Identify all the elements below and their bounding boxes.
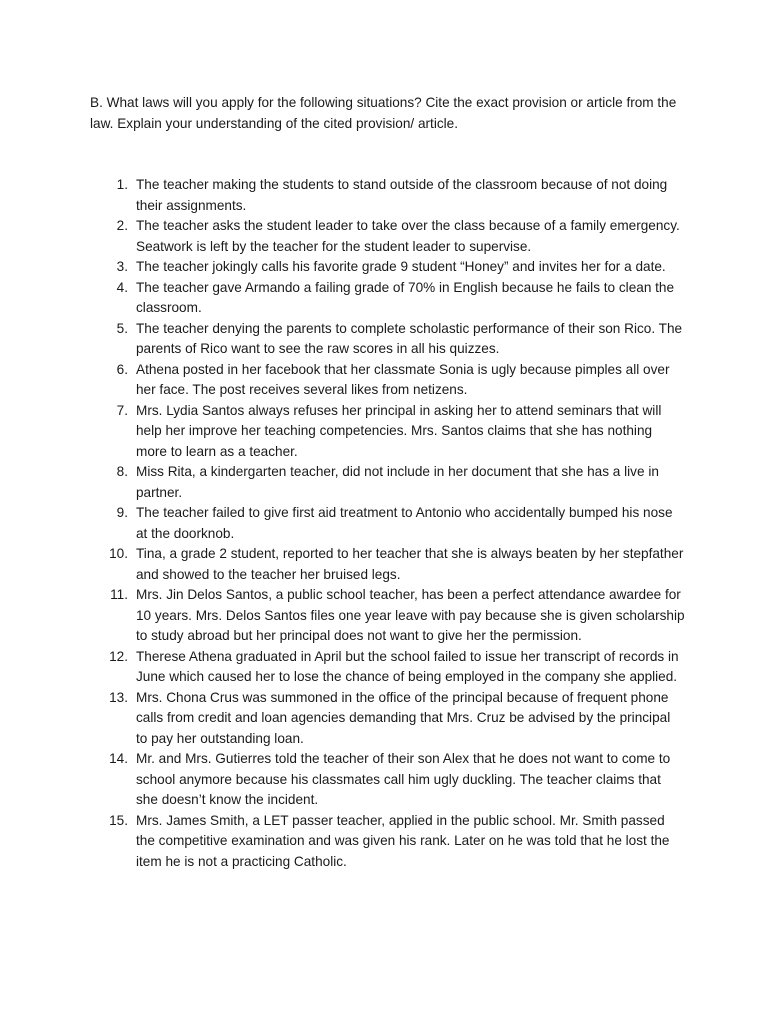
item-number: 3. (116, 259, 128, 274)
item-text: The teacher gave Armando a failing grade of 70% in English because he fails to clean the classroom. (136, 279, 675, 315)
list-item (100, 216, 685, 257)
item-number: 7. (116, 402, 128, 418)
item-number: 6. (116, 361, 128, 377)
list-item (100, 688, 685, 750)
list-item (100, 175, 685, 216)
list-item (100, 544, 685, 585)
item-text: Mrs. Jin Delos Santos, a public school teacher, has been a perfect attendance awardee for 10 years. Mrs. Delos Santos files one year leave with pay because she is given scholarship to study abroad but her principal does not want to give her the permission. (136, 587, 685, 643)
item-number: 14. (109, 751, 128, 766)
item-text: Tina, a grade 2 student, reported to her teacher that she is always beaten by her stepfather and showed to the teacher her bruised legs. (136, 546, 684, 582)
list-item (100, 257, 685, 278)
list-item (100, 749, 685, 811)
item-text: The teacher making the students to stand outside of the classroom because of not doing their assignments. (136, 177, 668, 213)
list-item (100, 278, 685, 319)
list-item (100, 503, 685, 544)
list-item (100, 401, 685, 463)
item-text: Mrs. James Smith, a LET passer teacher, applied in the public school. Mr. Smith passed the competitive examination and was given his rank. Later on he was told that he lost the item he is not a practicing Catholic. (136, 812, 670, 869)
item-number: 13. (109, 689, 128, 705)
list-item (100, 360, 685, 401)
list-item (100, 647, 685, 688)
item-text: The teacher jokingly calls his favorite grade 9 student “Honey” and invites her for a date. (136, 259, 666, 274)
item-text: The teacher denying the parents to complete scholastic performance of their son Rico. The parents of Rico want to see the raw scores in all his quizzes. (136, 320, 683, 356)
list-item (100, 811, 685, 873)
item-number: 2. (116, 218, 128, 233)
item-text: Miss Rita, a kindergarten teacher, did not include in her document that she has a live in partner. (136, 464, 659, 500)
item-number: 10. (109, 546, 128, 561)
situations-list (100, 175, 685, 872)
item-text: The teacher failed to give first aid treatment to Antonio who accidentally bumped his nose at the doorknob. (136, 505, 673, 541)
item-number: 8. (116, 464, 128, 479)
item-number: 12. (109, 648, 128, 664)
item-text: Mrs. Lydia Santos always refuses her principal in asking her to attend seminars that will help her improve her teaching competencies. Mrs. Santos claims that she has nothing more to learn as a teacher. (136, 402, 662, 459)
item-number: 1. (116, 177, 128, 192)
item-text: The teacher asks the student leader to take over the class because of a family emergency. Seatwork is left by the teacher for the student leader to supervise. (136, 218, 680, 254)
instructions-paragraph: B. What laws will you apply for the following situations? Cite the exact provision or article from the law. Explain your understanding of the cited provision/ article. (90, 95, 677, 131)
item-text: Athena posted in her facebook that her classmate Sonia is ugly because pimples all over her face. The post receives several likes from netizens. (136, 361, 670, 397)
list-item (100, 585, 685, 647)
list-item (100, 462, 685, 503)
item-text: Therese Athena graduated in April but the school failed to issue her transcript of records in June which caused her to lose the chance of being employed in the company she applied. (136, 648, 679, 684)
item-text: Mrs. Chona Crus was summoned in the office of the principal because of frequent phone calls from credit and loan agencies demanding that Mrs. Cruz be advised by the principal to pay her outstanding loan. (136, 689, 671, 746)
item-number: 15. (109, 812, 128, 828)
item-text: Mr. and Mrs. Gutierres told the teacher of their son Alex that he does not want to come to school anymore because his classmates call him ugly duckling. The teacher claims that she doesn’t know the incident. (136, 751, 671, 807)
list-item (100, 319, 685, 360)
item-number: 9. (116, 505, 128, 520)
item-number: 11. (110, 587, 128, 602)
item-number: 4. (116, 279, 128, 295)
item-number: 5. (116, 320, 128, 336)
